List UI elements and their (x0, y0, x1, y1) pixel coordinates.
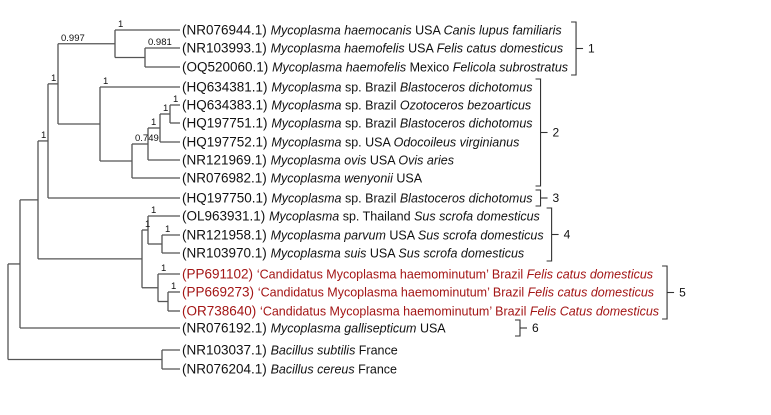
species-epithet: haemocanis (344, 23, 416, 38)
taxon-label (182, 23, 562, 38)
country: Brazil (492, 285, 528, 300)
country: USA (369, 246, 399, 261)
accession-number: (NR103993.1) (182, 40, 271, 56)
accession-number: (HQ634381.1) (182, 79, 272, 95)
group-label: 5 (679, 285, 686, 300)
species-epithet: haemofelis (344, 41, 409, 56)
taxon-label (182, 228, 544, 243)
taxon-label (182, 41, 563, 56)
species-epithet: subtilis (317, 343, 359, 358)
genus-name: Mycoplasma (269, 209, 343, 224)
support-value: 1 (165, 224, 171, 235)
country: Brazil (365, 191, 400, 206)
genus-name: Mycoplasma (271, 135, 345, 150)
taxon-label (182, 362, 397, 377)
accession-number: (PP669273) (182, 284, 258, 300)
taxon-label (182, 267, 653, 282)
taxon-label (182, 171, 423, 186)
accession-number: (OQ520060.1) (182, 59, 273, 75)
taxon-label (182, 153, 454, 168)
accession-number: (NR076204.1) (182, 361, 271, 377)
support-value: 0.981 (148, 37, 172, 48)
support-value: 0.749 (135, 133, 159, 144)
country: Brazil (365, 116, 400, 131)
species-epithet: sp. (344, 191, 366, 206)
genus-name: Mycoplasma (271, 116, 345, 131)
genus-name: Mycoplasma (271, 191, 345, 206)
accession-number: (HQ634383.1) (182, 97, 272, 113)
support-value: 1 (51, 72, 57, 84)
support-value: 1 (173, 94, 179, 105)
support-value: 1 (151, 205, 157, 216)
country: USA (396, 171, 423, 186)
accession-number: (HQ197750.1) (182, 190, 272, 206)
host-name: Felis Catus domesticus (529, 304, 660, 319)
accession-number: (HQ197752.1) (182, 134, 272, 150)
species-epithet: sp. (344, 135, 366, 150)
host-name: Canis lupus familiaris (443, 23, 562, 38)
country: Brazil (365, 80, 400, 95)
genus-name: Mycoplasma (270, 23, 345, 38)
species-name: ‘Candidatus Mycoplasma haemominutum’ (256, 267, 492, 282)
support-value: 1 (151, 117, 157, 128)
host-name: Blastoceros dichotomus (399, 191, 533, 206)
host-name: Ozotoceros bezoarticus (399, 98, 532, 113)
species-epithet: haemofelis (345, 60, 410, 75)
group-bracket (571, 22, 576, 75)
country: USA (389, 228, 418, 243)
accession-number: (HQ197751.1) (182, 115, 272, 131)
support-value: 1 (103, 76, 109, 87)
accession-number: (NR076982.1) (182, 170, 271, 186)
host-name: Sus scrofa domesticus (417, 228, 544, 243)
host-name: Felis catus domesticus (527, 285, 655, 300)
taxon-label (182, 321, 446, 336)
taxon-label (182, 80, 533, 95)
accession-number: (NR076192.1) (182, 320, 271, 336)
species-name: ‘Candidatus Mycoplasma haemominutum’ (260, 304, 496, 319)
support-values (41, 19, 178, 292)
country: USA (419, 321, 446, 336)
country: USA (369, 153, 399, 168)
country: Brazil (365, 98, 400, 113)
host-name: Ovis aries (398, 153, 454, 168)
country: France (358, 343, 398, 358)
species-epithet: ovis (344, 153, 370, 168)
accession-number: (PP691102) (182, 266, 257, 282)
species-epithet: sp. (344, 116, 366, 131)
group-bracket (515, 320, 520, 336)
host-name: Felis catus domesticus (526, 267, 654, 282)
group-label: 3 (552, 191, 560, 205)
country: Brazil (491, 267, 527, 282)
taxon-labels (182, 23, 659, 377)
genus-name: Mycoplasma (272, 60, 346, 75)
accession-number: (OR738640) (182, 303, 261, 319)
country: Thailand (362, 209, 415, 224)
taxon-label (182, 209, 540, 224)
accession-number: (NR121969.1) (182, 152, 271, 168)
taxon-label (182, 135, 519, 150)
support-value: 1 (171, 281, 177, 292)
group-label: 6 (532, 321, 539, 335)
country: Mexico (409, 60, 453, 75)
accession-number: (NR103970.1) (182, 245, 271, 261)
group-bracket (662, 266, 667, 319)
genus-name: Bacillus (270, 343, 318, 358)
accession-number: (NR103037.1) (182, 342, 271, 358)
group-bracket (536, 190, 541, 206)
species-name: ‘Candidatus Mycoplasma haemominutum’ (257, 285, 493, 300)
genus-name: Bacillus (270, 362, 318, 377)
species-epithet: parvum (344, 228, 390, 243)
taxon-label (182, 60, 568, 75)
genus-name: Mycoplasma (270, 41, 345, 56)
species-epithet: gallisepticum (344, 321, 420, 336)
genus-name: Mycoplasma (270, 321, 345, 336)
support-value: 1 (41, 129, 47, 141)
host-name: Felicola subrostratus (452, 60, 569, 75)
species-epithet: sp. (344, 80, 366, 95)
host-name: Odocoileus virginianus (393, 135, 520, 150)
country: USA (365, 135, 394, 150)
group-bracket (547, 208, 552, 261)
taxon-label (182, 343, 398, 358)
taxon-label (182, 246, 524, 261)
species-epithet: wenyonii (344, 171, 397, 186)
host-name: Sus scrofa domesticus (398, 246, 525, 261)
group-label: 1 (588, 41, 595, 56)
group-bracket (536, 79, 541, 186)
group-label: 4 (563, 227, 571, 242)
tree-branches (8, 30, 180, 369)
genus-name: Mycoplasma (271, 80, 345, 95)
host-name: Sus scrofa domesticus (414, 209, 540, 224)
taxon-label (182, 191, 533, 206)
accession-number: (NR121958.1) (182, 227, 271, 243)
species-epithet: sp. (342, 209, 363, 224)
species-epithet: cereus (317, 362, 359, 377)
country: USA (415, 23, 444, 38)
genus-name: Mycoplasma (271, 98, 345, 113)
genus-name: Mycoplasma (270, 153, 345, 168)
taxon-label (182, 304, 659, 319)
genus-name: Mycoplasma (270, 246, 345, 261)
host-name: Blastoceros dichotomus (399, 116, 533, 131)
support-value: 1 (163, 103, 169, 114)
country: France (358, 362, 398, 377)
support-value: 0.997 (61, 32, 85, 44)
country: Brazil (495, 304, 530, 319)
accession-number: (NR076944.1) (182, 22, 271, 38)
group-label: 2 (552, 125, 560, 140)
species-epithet: suis (344, 246, 370, 261)
host-name: Blastoceros dichotomus (399, 80, 533, 95)
host-name: Felis catus domesticus (436, 41, 564, 56)
support-value: 1 (161, 263, 167, 274)
taxon-label (182, 98, 531, 113)
genus-name: Mycoplasma (270, 228, 345, 243)
support-value: 1 (118, 19, 124, 30)
species-epithet: sp. (344, 98, 366, 113)
accession-number: (OL963931.1) (182, 208, 270, 224)
country: USA (408, 41, 437, 56)
taxon-label (182, 116, 533, 131)
taxon-label (182, 285, 654, 300)
genus-name: Mycoplasma (270, 171, 345, 186)
support-value: 1 (145, 219, 151, 230)
